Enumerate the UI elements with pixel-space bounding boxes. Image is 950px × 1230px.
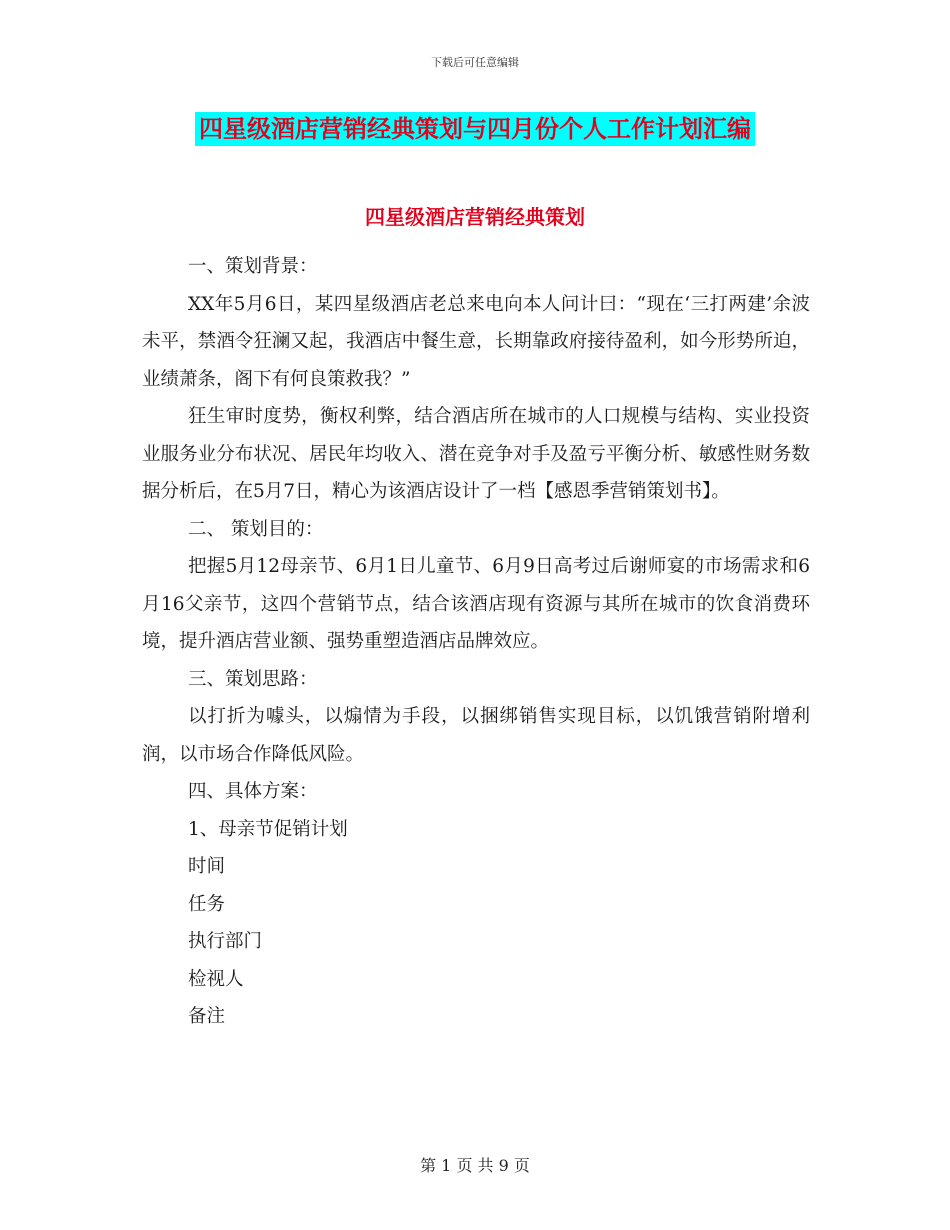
- document-title: 四星级酒店营销经典策划与四月份个人工作计划汇编: [195, 112, 755, 146]
- heading-background: 一、策划背景：: [188, 256, 318, 277]
- table-label-reviewer: 检视人: [188, 968, 244, 990]
- heading-approach: 三、策划思路：: [188, 668, 318, 690]
- heading-mothers-day: 1、母亲节促销计划: [188, 818, 348, 840]
- section-title: 四星级酒店营销经典策划: [365, 205, 585, 229]
- table-label-time: 时间: [188, 856, 226, 877]
- footer-suffix: 页: [513, 1156, 530, 1175]
- table-label-task: 任务: [188, 893, 226, 915]
- paragraph-approach: 以打折为噱头，以煽情为手段，以捆绑销售实现目标，以饥饿营销附增利润，以市场合作降低风险。: [142, 706, 810, 765]
- footer-page-number: 1: [441, 1156, 452, 1175]
- heading-plan: 四、具体方案：: [188, 781, 318, 802]
- page-footer: [0, 1153, 950, 1176]
- footer-total-pages: 9: [498, 1156, 509, 1175]
- heading-purpose: 二、 策划目的：: [188, 518, 324, 540]
- footer-middle: 页 共: [456, 1156, 494, 1175]
- paragraph-analysis: 狂生审时度势，衡权利弊，结合酒店所在城市的人口规模与结构、实业投资业服务业分布状况、居民年均收入、潜在竞争对手及盈亏平衡分析、敏感性财务数据分析后，在5月7日，精心为该酒店设计了一档【感恩季营销策划书】。: [142, 406, 810, 502]
- table-label-notes: 备注: [188, 1006, 226, 1027]
- header-note: 下载后可任意编辑: [431, 56, 519, 69]
- document-body: [142, 248, 810, 1036]
- paragraph-purpose: 把握5月12母亲节、6月1日儿童节、6月9日高考过后谢师宴的市场需求和6月16父亲节，这四个营销节点，结合该酒店现有资源与其所在城市的饮食消费环境，提升酒店营业额、强势重塑造酒店品牌效应。: [142, 556, 810, 652]
- paragraph-background: XX年5月6日，某四星级酒店老总来电向本人问计曰：“现在‘三打两建’余波未平，禁酒令狂澜又起，我酒店中餐生意，长期靠政府接待盈利，如今形势所迫，业绩萧条，阁下有何良策救我？”: [142, 293, 810, 390]
- footer-prefix: 第: [420, 1156, 437, 1175]
- table-label-department: 执行部门: [188, 931, 263, 952]
